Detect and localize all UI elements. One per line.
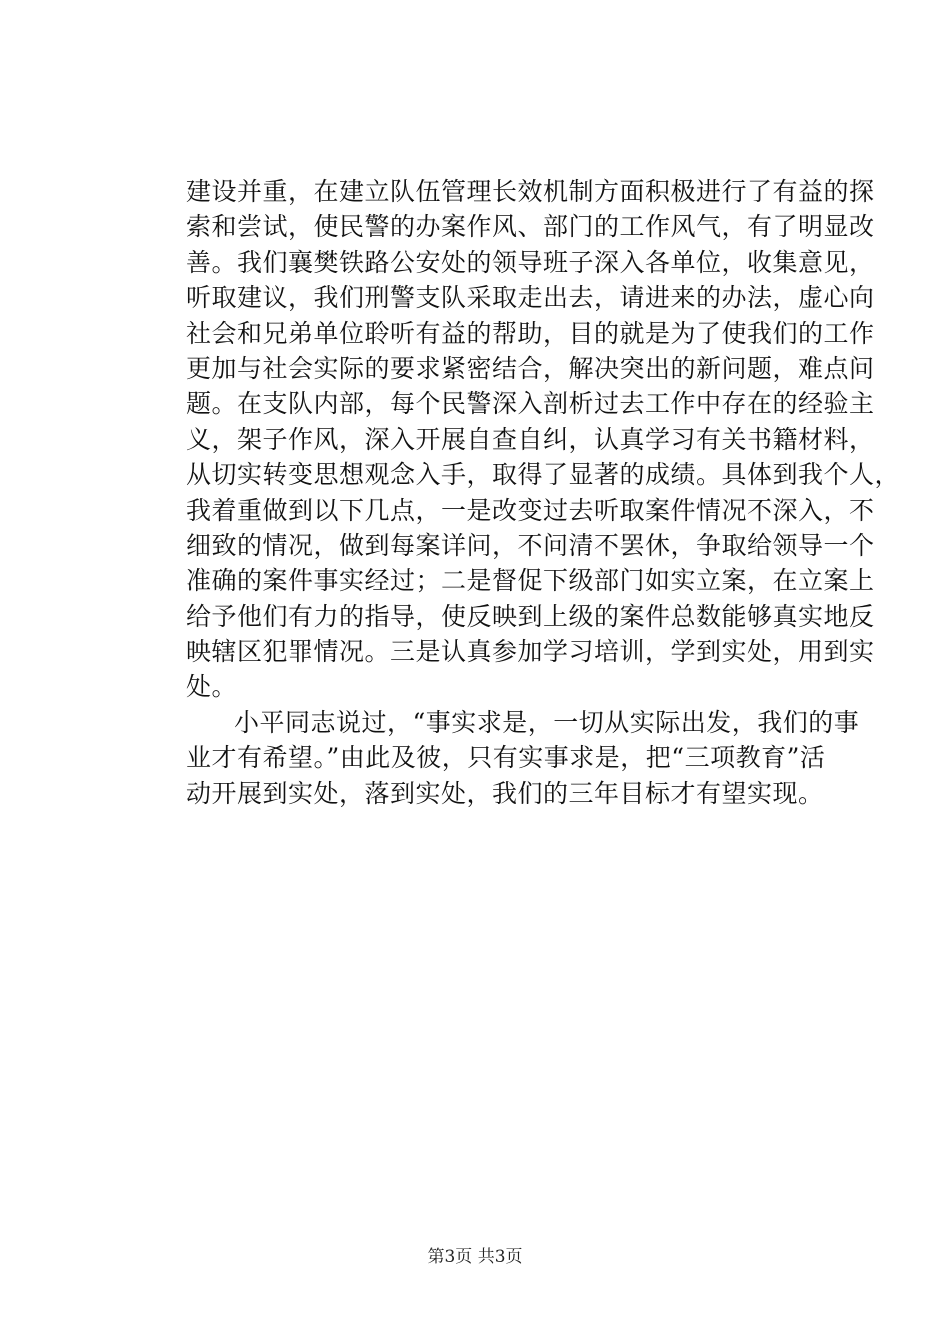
text-line: 准确的案件事实经过；二是督促下级部门如实立案，在立案上 [186,566,875,596]
page-number: 第3页 共3页 [427,1247,523,1267]
text-line: 义，架子作风，深入开展自查自纠，认真学习有关书籍材料， [186,424,875,454]
text-line: 听取建议，我们刑警支队采取走出去，请进来的办法，虚心向 [186,283,875,313]
text-line: 社会和兄弟单位聆听有益的帮助，目的就是为了使我们的工作 [186,318,875,348]
text-line: 我着重做到以下几点，一是改变过去听取案件情况不深入，不 [186,495,875,525]
text-line: 映辖区犯罪情况。三是认真参加学习培训，学到实处，用到实 [186,637,875,667]
text-line: 从切实转变思想观念入手，取得了显著的成绩。具体到我个人， [186,460,901,490]
text-line: 题。在支队内部，每个民警深入剖析过去工作中存在的经验主 [186,389,875,419]
text-line: 细致的情况，做到每案详问，不问清不罢休，争取给领导一个 [186,530,875,560]
text-line: 给予他们有力的指导，使反映到上级的案件总数能够真实地反 [186,601,875,631]
text-line: 索和尝试，使民警的办案作风、部门的工作风气，有了明显改 [186,212,875,242]
text-line: 处。 [186,672,238,702]
text-line: 善。我们襄樊铁路公安处的领导班子深入各单位，收集意见， [186,247,875,277]
paragraph-first-line: 小平同志说过，“事实求是，一切从实际出发，我们的事 [234,707,860,737]
document-body [186,174,901,811]
text-line: 建设并重，在建立队伍管理长效机制方面积极进行了有益的探 [186,177,875,206]
text-line: 业才有希望。”由此及彼，只有实事求是，把“三项教育”活 [186,743,826,773]
text-line: 更加与社会实际的要求紧密结合，解决突出的新问题，难点问 [186,353,875,383]
text-line: 动开展到实处，落到实处，我们的三年目标才有望实现。 [186,778,824,808]
